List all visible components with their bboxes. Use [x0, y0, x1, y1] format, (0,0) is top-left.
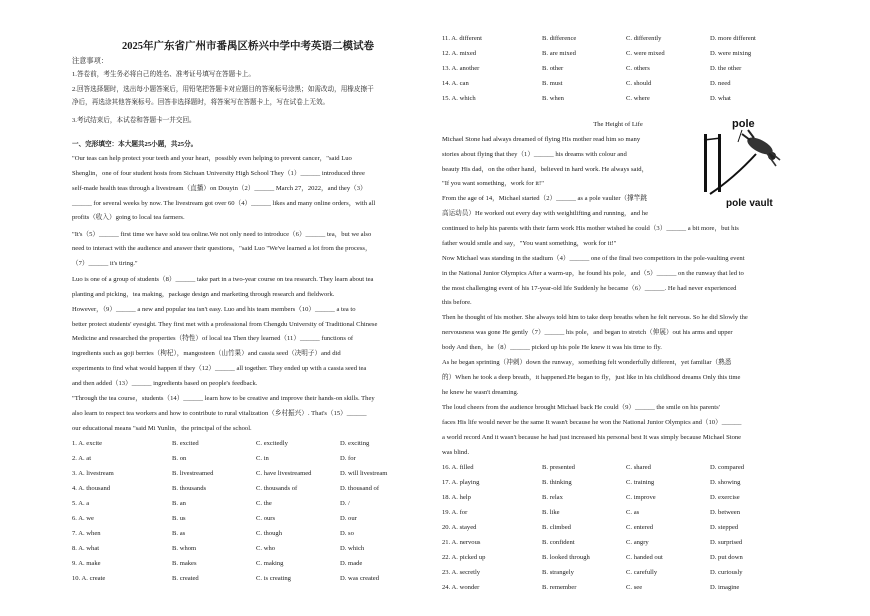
option-d: D. was created [340, 575, 379, 582]
option-d: D. so [340, 530, 354, 537]
note-line: 1.答卷前，考生务必将自己的姓名、准考证号填写在答题卡上。 [72, 71, 255, 78]
figure-label-pole: pole [732, 118, 755, 130]
option-c: C. in [256, 455, 269, 462]
option-a: 6. A. we [72, 515, 94, 522]
option-d: D. stepped [710, 524, 739, 531]
option-c: C. see [626, 584, 643, 591]
option-b: B. looked through [542, 554, 590, 561]
passage-title: The Height of Life [593, 121, 643, 128]
option-b: B. as [172, 530, 186, 537]
option-b: B. are mixed [542, 50, 576, 57]
figure-label-pole-vault: pole vault [726, 198, 773, 209]
option-d: D. will livestream [340, 470, 388, 477]
option-a: 23. A. secretly [442, 569, 481, 576]
option-c: C. others [626, 65, 650, 72]
option-a: 9. A. make [72, 560, 101, 567]
passage-line: Luo is one of a group of students（8）______ take part in a two-year course on tea research. They learn about tea [72, 276, 374, 283]
option-a: 7. A. when [72, 530, 101, 537]
passage-line: From the age of 14，Michael started（2）______ as a pole vaulter（撑竿跳 [442, 195, 647, 202]
passage-line: Michael Stone had always dreamed of flying His mother read him so many [442, 136, 641, 143]
option-b: B. on [172, 455, 187, 462]
option-b: B. other [542, 65, 564, 72]
option-b: B. whom [172, 545, 197, 552]
passage-line: Then he thought of his mother. She always told him to take deep breaths when he felt nervous. So he did Slowly the [442, 314, 748, 321]
passage-line: and then added（13）______ ingredients based on people's feedback. [72, 380, 258, 387]
option-c: C. handed out [626, 554, 663, 561]
passage-line: "If you want something，work for it!" [442, 180, 544, 187]
passage-line: stories about flying that they（1）______ his dreams with colour and [442, 151, 627, 158]
passage-line: ingredients such as goji berries（枸杞），mangosteen（山竹果）and cassia seed（决明子）and did [72, 350, 341, 357]
pole-vault-drawing [698, 116, 788, 212]
option-d: D. surprised [710, 539, 743, 546]
option-a: 22. A. picked up [442, 554, 486, 561]
option-b: B. thousands [172, 485, 207, 492]
option-a: 21. A. nervous [442, 539, 481, 546]
option-b: B. thinking [542, 479, 572, 486]
option-c: C. the [256, 500, 272, 507]
option-b: B. excited [172, 440, 199, 447]
option-d: D. compared [710, 464, 745, 471]
option-a: 20. A. stayed [442, 524, 477, 531]
note-line: 净后，再选涂其他答案标号。回答非选择题时，将答案写在答题卡上，写在试卷上无效。 [72, 99, 330, 106]
option-a: 10. A. create [72, 575, 106, 582]
option-c: C. thousands of [256, 485, 298, 492]
option-d: D. for [340, 455, 356, 462]
option-a: 12. A. mixed [442, 50, 477, 57]
option-a: 3. A. livestream [72, 470, 114, 477]
option-b: B. makes [172, 560, 197, 567]
option-b: B. an [172, 500, 186, 507]
option-d: D. imagine [710, 584, 740, 591]
option-c: C. improve [626, 494, 656, 501]
exam-title: 2025年广东省广州市番禺区桥兴中学中考英语二模试卷 [122, 41, 374, 52]
option-a: 4. A. thousand [72, 485, 111, 492]
option-c: C. entered [626, 524, 654, 531]
option-a: 11. A. different [442, 35, 482, 42]
option-b: B. must [542, 80, 563, 87]
passage-line: faces His life would never be the same It wasn't because he won the National Junior Olympics and（10）______ [442, 419, 742, 426]
option-a: 16. A. filled [442, 464, 474, 471]
option-d: D. put down [710, 554, 743, 561]
option-b: B. like [542, 509, 560, 516]
option-c: C. making [256, 560, 284, 567]
option-d: D. what [710, 95, 731, 102]
option-d: D. curiously [710, 569, 743, 576]
passage-line: a world record And it wasn't because he had just increased his personal best It was simply because Michael Stone [442, 434, 742, 441]
option-b: B. presented [542, 464, 575, 471]
option-a: 8. A. what [72, 545, 100, 552]
option-b: B. difference [542, 35, 577, 42]
passage-line: （7）______ it's tiring." [72, 260, 138, 267]
passage-line: better protect students' eyesight. They first met with a professional from Chengdu University of Traditional Chinese [72, 321, 378, 328]
option-d: D. which [340, 545, 365, 552]
passage-line: "It's（5）______ first time we have sold tea online.We not only need to introduce（6）______ tea，but we also [72, 231, 372, 238]
passage-line: profits（收入）going to local tea farmers. [72, 214, 185, 221]
note-line: 3.考试结束后，本试卷和答题卡一并交回。 [72, 117, 196, 124]
option-a: 5. A. a [72, 500, 90, 507]
passage-line: he knew he wasn't dreaming. [442, 389, 519, 396]
option-b: B. strangely [542, 569, 574, 576]
option-b: B. us [172, 515, 186, 522]
option-b: B. remember [542, 584, 577, 591]
note-line: 2.回答选择题时，选出每小题答案后，用铅笔把答题卡对应题目的答案标号涂黑；如需改动，用橡皮擦干 [72, 86, 374, 93]
passage-line: our educational means "said Mi Yunlin，the principal of the school. [72, 425, 252, 432]
passage-line: 高运动员）He worked out every day with weightlifting and running，and he [442, 210, 649, 217]
option-d: D. the other [710, 65, 742, 72]
option-c: C. ours [256, 515, 276, 522]
option-c: C. should [626, 80, 652, 87]
passage-line: planting and picking，tea making，package design and marketing through research and fieldwork. [72, 291, 335, 298]
option-a: 18. A. help [442, 494, 471, 501]
passage-line: also learn to respect tea workers and how to contribute to rural vitalization（乡村振兴）. That's（15）______ [72, 410, 367, 417]
option-b: B. relax [542, 494, 563, 501]
option-a: 13. A. another [442, 65, 480, 72]
passage-line: However，（9）______ a new and popular tea isn't easy. Luo and his team members（10）______ a tea to [72, 306, 356, 313]
option-c: C. angry [626, 539, 649, 546]
option-c: C. excitedly [256, 440, 288, 447]
option-c: C. is creating [256, 575, 291, 582]
option-a: 15. A. which [442, 95, 476, 102]
option-d: D. thousand of [340, 485, 380, 492]
option-a: 2. A. at [72, 455, 92, 462]
option-c: C. shared [626, 464, 651, 471]
passage-line: "Through the tea course，students（14）______ learn how to be creative and improve their hands-on skills. They [72, 395, 375, 402]
passage-line: Now Michael was standing in the stadium（4）______ one of the final two competitors in the pole-vaulting event [442, 255, 745, 262]
option-a: 1. A. excite [72, 440, 103, 447]
option-c: C. though [256, 530, 283, 537]
section-heading: 一、完形填空：本大题共25小题，共25分。 [72, 141, 198, 148]
option-c: C. have livestreamed [256, 470, 312, 477]
passage-line: body And then，he（8）______ picked up his pole He knew it was his time to fly. [442, 344, 662, 351]
option-c: C. were mixed [626, 50, 665, 57]
option-d: D. exercise [710, 494, 740, 501]
passage-line: this before. [442, 299, 472, 306]
option-d: D. were mixing [710, 50, 752, 57]
option-d: D. more different [710, 35, 756, 42]
option-c: C. differently [626, 35, 662, 42]
passage-line: Medicine and researched the properties（特性）of local tea Then they learned（11）______ functions of [72, 335, 354, 342]
option-d: D. exciting [340, 440, 370, 447]
option-d: D. / [340, 500, 350, 507]
passage-line: need to interact with the audience and answer their questions，"said Luo "We've learned a lot from the process， [72, 245, 372, 252]
passage-line: was blind. [442, 449, 470, 456]
pole-vault-illustration [698, 116, 788, 212]
passage-line: The loud cheers from the audience brought Michael back He could（9）______ the smile on his parents' [442, 404, 720, 411]
option-d: D. showing [710, 479, 741, 486]
option-a: 14. A. can [442, 80, 469, 87]
option-d: D. made [340, 560, 363, 567]
option-d: D. between [710, 509, 741, 516]
option-c: C. where [626, 95, 650, 102]
passage-line: 的）When he took a deep breath，it happened.He began to fly，just like in his childhood dreams Only this time [442, 374, 741, 381]
passage-line: As he began sprinting（冲刺）down the runway，something felt wonderfully different，yet familiar（熟悉 [442, 359, 732, 366]
passage-line: "Our teas can help protect your teeth and your heart，possibly even helping to prevent cancer，"said Luo [72, 155, 352, 162]
option-d: D. our [340, 515, 357, 522]
passage-line: father would smile and say，"You want something，work for it!" [442, 240, 617, 247]
notes-header: 注意事项： [72, 57, 108, 65]
option-c: C. carefully [626, 569, 658, 576]
option-b: B. created [172, 575, 199, 582]
passage-line: in the National Junior Olympics After a warm-up，he found his pole，and（5）______ on the runway that led to [442, 270, 744, 277]
option-d: D. need [710, 80, 731, 87]
option-c: C. who [256, 545, 276, 552]
passage-line: self-made health teas through a livestream（直播）on Douyin（2）______ March 27，2022，and they（3） [72, 185, 367, 192]
passage-line: beauty His dad，on the other hand，believed in hard work. He always said， [442, 166, 649, 173]
option-c: C. training [626, 479, 655, 486]
option-a: 19. A. for [442, 509, 468, 516]
option-b: B. confident [542, 539, 575, 546]
option-b: B. livestreamed [172, 470, 214, 477]
passage-line: Shenglin，one of four student hosts from Sichuan University High School They（1）______ introduced three [72, 170, 365, 177]
option-a: 17. A. playing [442, 479, 480, 486]
option-a: 24. A. wonder [442, 584, 480, 591]
passage-line: experiments to find what would happen if they（12）______ all together. They ended up with a cassia seed tea [72, 365, 367, 372]
option-b: B. when [542, 95, 564, 102]
passage-line: the most challenging event of his 17-year-old life Suddenly he became（6）______. He had never experienced [442, 285, 737, 292]
option-c: C. as [626, 509, 640, 516]
passage-line: ______ for several weeks by now. The livestream got over 60（4）______ likes and many online orders，with all [72, 200, 376, 207]
option-b: B. climbed [542, 524, 571, 531]
passage-line: nervousness was gone He gently（7）______ his pole，and began to stretch（伸展）out his arms and upper [442, 329, 733, 336]
passage-line: continued to help his parents with their farm work His mother wished he could（3）______ a bit more，but his [442, 225, 739, 232]
